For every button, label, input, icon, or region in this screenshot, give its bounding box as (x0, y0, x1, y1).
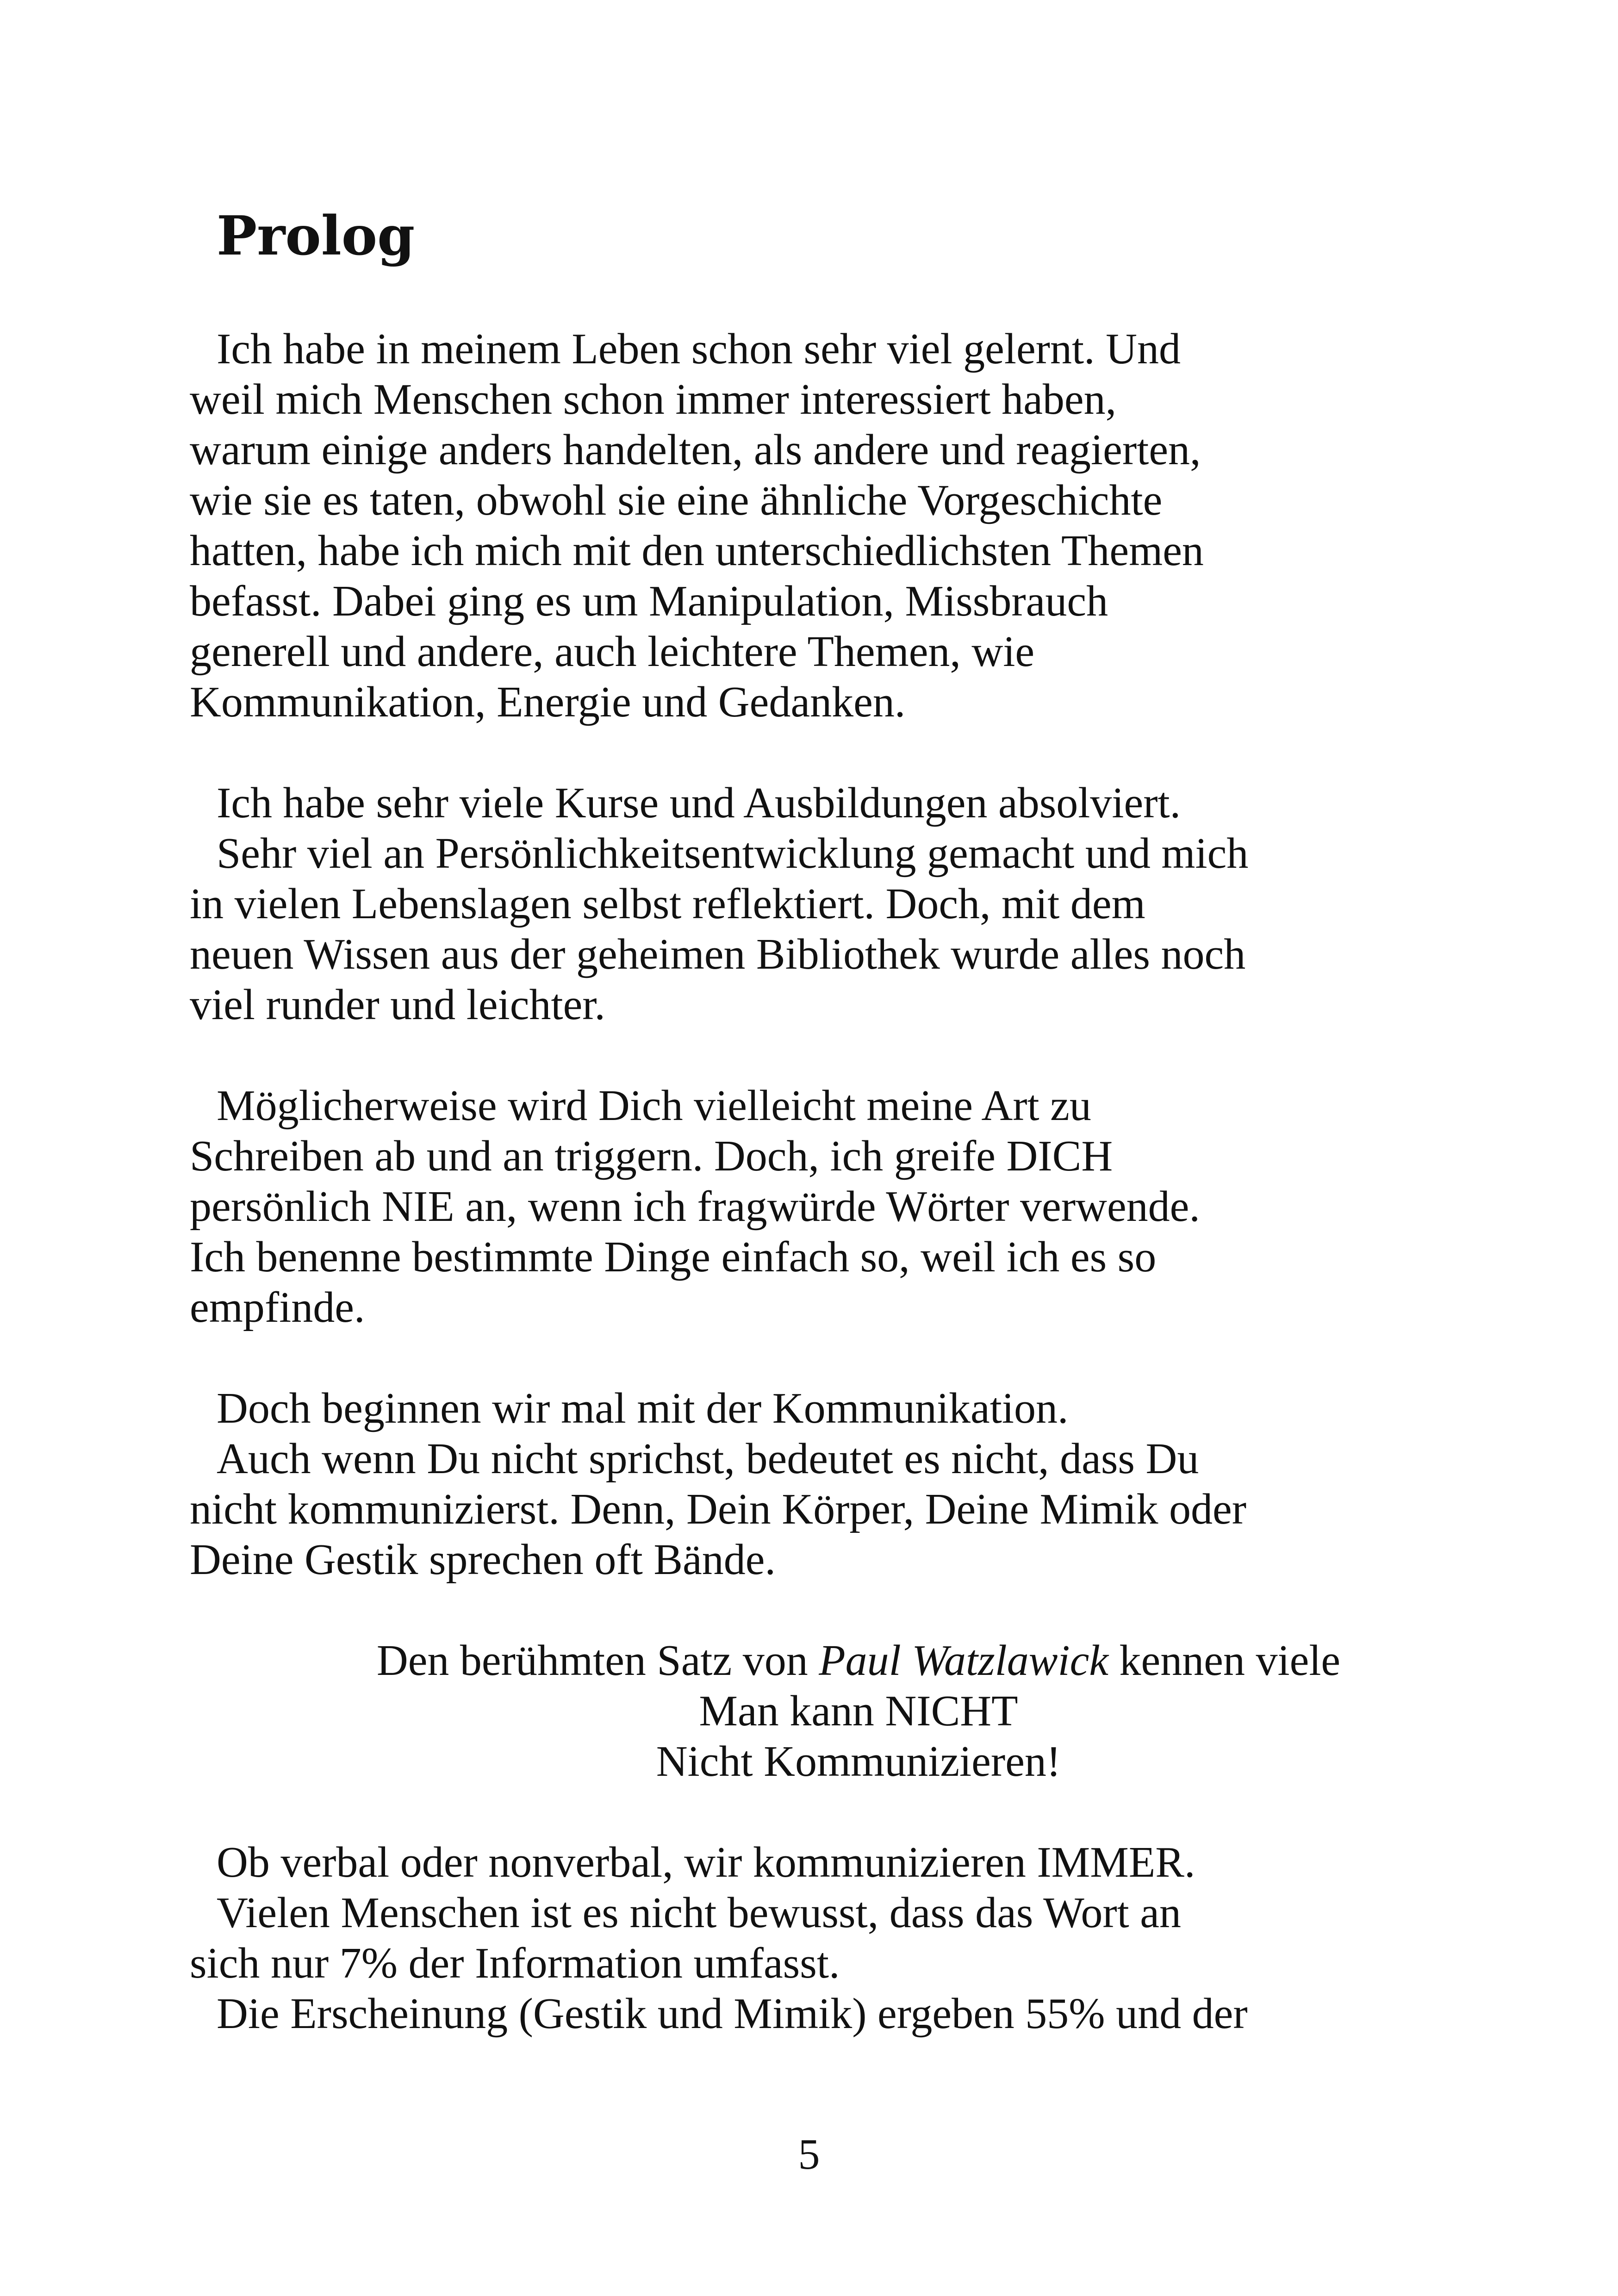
text-line: Ob verbal oder nonverbal, wir kommunizieren IMMER. (217, 1838, 1195, 1886)
text-line: weil mich Menschen schon immer interessiert haben, (190, 375, 1117, 423)
text-line: Sehr viel an Persönlichkeitsentwicklung gemacht und mich (217, 829, 1249, 877)
quote-author: Paul Watzlawick (819, 1636, 1109, 1685)
chapter-heading: Prolog (217, 205, 415, 268)
quote-intro-end: kennen viele (1108, 1636, 1341, 1685)
quote-line-2: Man kann NICHT (699, 1687, 1018, 1735)
body-text (190, 324, 1449, 2090)
text-line: befasst. Dabei ging es um Manipulation, Missbrauch (190, 577, 1108, 625)
page-number: 5 (798, 2130, 820, 2178)
text-line: neuen Wissen aus der geheimen Bibliothek wurde alles noch (190, 930, 1246, 978)
text-line: Auch wenn Du nicht sprichst, bedeutet es nicht, dass Du (217, 1435, 1199, 1483)
paragraph-4 (190, 1383, 1449, 1585)
text-line: Die Erscheinung (Gestik und Mimik) ergeben 55% und der (217, 1990, 1248, 2038)
paragraph-3 (190, 1081, 1449, 1333)
text-line: Schreiben ab und an triggern. Doch, ich greife DICH (190, 1132, 1113, 1180)
text-line: Doch beginnen wir mal mit der Kommunikation. (217, 1384, 1069, 1432)
text-line: wie sie es taten, obwohl sie eine ähnliche Vorgeschichte (190, 476, 1163, 524)
quote-line-1 (268, 1636, 1449, 1686)
paragraph-1 (190, 324, 1449, 728)
text-line: Vielen Menschen ist es nicht bewusst, dass das Wort an (217, 1889, 1182, 1937)
text-line: in vielen Lebenslagen selbst reflektiert. Doch, mit dem (190, 880, 1145, 928)
text-line: persönlich NIE an, wenn ich fragwürde Wörter verwende. (190, 1182, 1200, 1231)
text-line: Kommunikation, Energie und Gedanken. (190, 678, 906, 726)
paragraph-5 (190, 1837, 1449, 2039)
text-line: Ich habe in meinem Leben schon sehr viel gelernt. Und (217, 325, 1181, 373)
paragraph-2 (190, 778, 1449, 1030)
text-line: empfinde. (190, 1283, 365, 1332)
text-line: Ich benenne bestimmte Dinge einfach so, weil ich es so (190, 1233, 1157, 1281)
text-line: Deine Gestik sprechen oft Bände. (190, 1536, 776, 1584)
text-line: warum einige anders handelten, als andere und reagierten, (190, 426, 1201, 474)
text-line: sich nur 7% der Information umfasst. (190, 1939, 840, 1987)
quote-line-3: Nicht Kommunizieren! (656, 1737, 1061, 1786)
text-line: Ich habe sehr viele Kurse und Ausbildungen absolviert. (217, 779, 1181, 827)
quote-intro: Den berühmten Satz von (376, 1636, 819, 1685)
text-line: hatten, habe ich mich mit den unterschiedlichsten Themen (190, 527, 1204, 575)
text-line: generell und andere, auch leichtere Themen, wie (190, 628, 1035, 676)
quote-block (190, 1636, 1449, 1787)
text-line: Möglicherweise wird Dich vielleicht meine Art zu (217, 1082, 1091, 1130)
text-line: nicht kommunizierst. Denn, Dein Körper, Deine Mimik oder (190, 1485, 1247, 1533)
text-line: viel runder und leichter. (190, 981, 605, 1029)
